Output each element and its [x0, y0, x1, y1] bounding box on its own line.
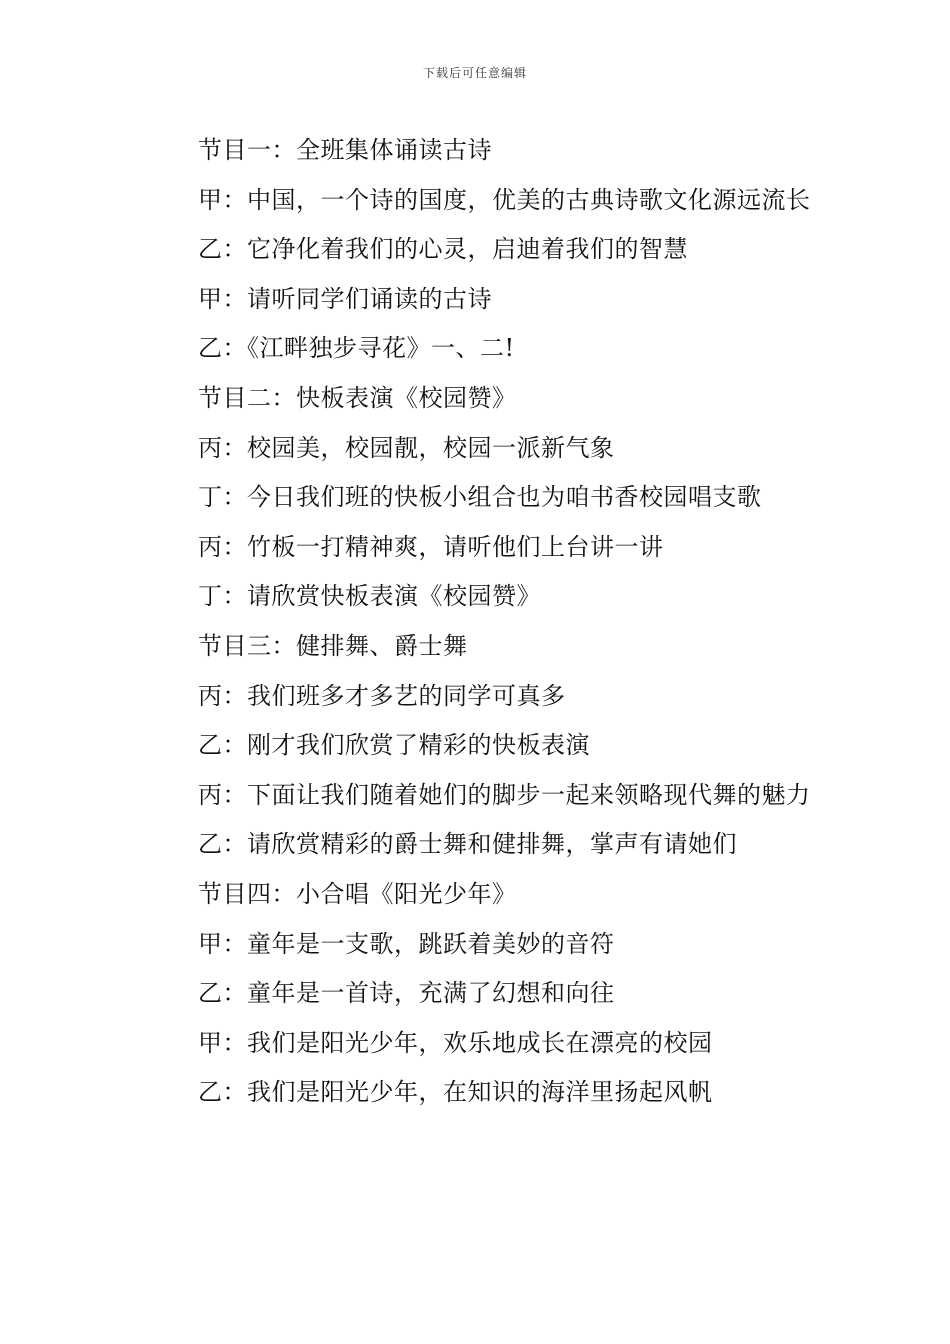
paragraph: 乙：我们是阳光少年，在知识的海洋里扬起风帆 [198, 1078, 713, 1107]
paragraph: 丙：校园美，校园靓，校园一派新气象 [198, 433, 615, 462]
paragraph: 节目二：快板表演《校园赞》 [198, 383, 517, 412]
paragraph: 节目四：小合唱《阳光少年》 [198, 879, 517, 908]
paragraph: 甲：童年是一支歌，跳跃着美妙的音符 [198, 929, 615, 958]
paragraph: 丙：我们班多才多艺的同学可真多 [198, 681, 566, 710]
paragraph: 乙：请欣赏精彩的爵士舞和健排舞，掌声有请她们 [198, 830, 737, 859]
paragraph: 节目一：全班集体诵读古诗 [198, 136, 492, 164]
paragraph: 丙：下面让我们随着她们的脚步一起来领略现代舞的魅力 [198, 780, 811, 809]
paragraph: 节目三：健排舞、爵士舞 [198, 631, 468, 660]
page-header-note: 下载后可任意编辑 [422, 66, 527, 80]
paragraph: 丁：今日我们班的快板小组合也为咱书香校园唱支歌 [198, 483, 762, 512]
document-body [146, 126, 816, 1118]
paragraph: 乙：刚才我们欣赏了精彩的快板表演 [198, 731, 590, 760]
paragraph: 丙：竹板一打精神爽，请听他们上台讲一讲 [198, 532, 664, 561]
paragraph: 甲：中国，一个诗的国度，优美的古典诗歌文化源远流长 [198, 185, 811, 214]
paragraph: 丁：请欣赏快板表演《校园赞》 [198, 582, 541, 611]
paragraph: 乙：童年是一首诗，充满了幻想和向往 [198, 979, 615, 1008]
paragraph: 乙：《江畔独步寻花》一、二! [198, 334, 515, 363]
paragraph: 甲：请听同学们诵读的古诗 [198, 284, 492, 313]
paragraph: 甲：我们是阳光少年，欢乐地成长在漂亮的校园 [198, 1028, 713, 1057]
paragraph: 乙：它净化着我们的心灵，启迪着我们的智慧 [198, 235, 688, 264]
